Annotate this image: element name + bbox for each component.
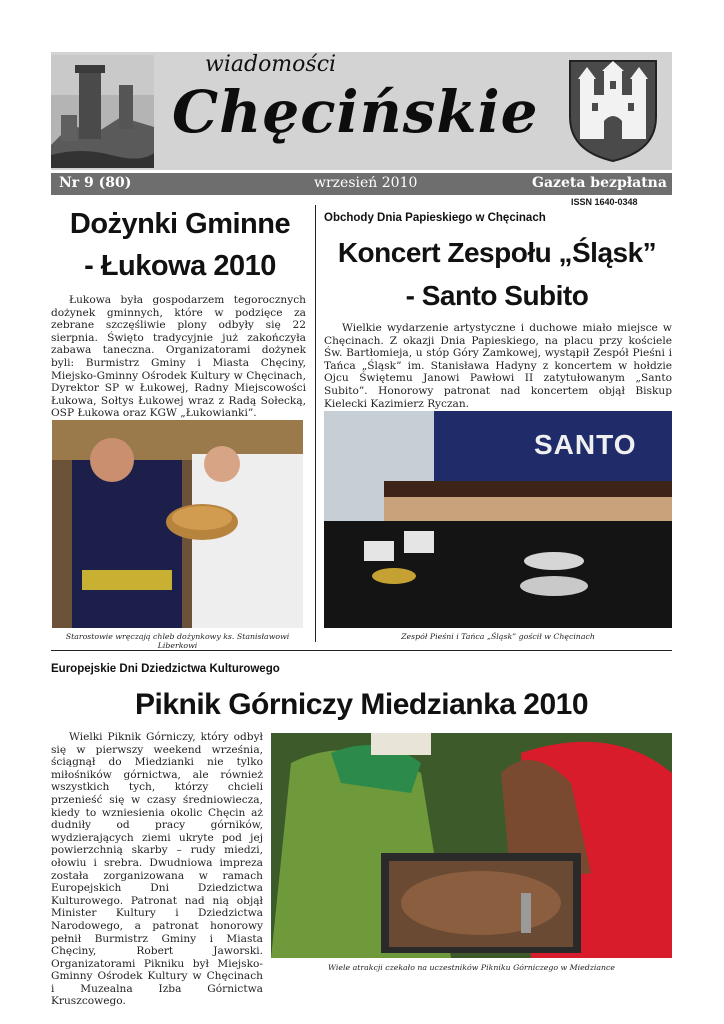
issn: ISSN 1640-0348 — [571, 197, 638, 207]
column-divider — [315, 205, 316, 642]
coat-of-arms-icon — [566, 57, 660, 165]
article1-title-line1: Dożynki Gminne — [69, 208, 291, 240]
mining-picnic-photo — [271, 733, 672, 958]
issue-date: wrzesień 2010 — [314, 175, 418, 191]
article1-body: Łukowa była gospodarzem tegorocznych dożynek gminnych, które w podzięce za zebrane szczęśliwie plony odbyły się 22 sierpnia. Święto tradycyjnie już zakończyła zabawa taneczna. Organizatorami dożynek byli: Burmistrz Gminy i Miasta Chęciny, Miejsko-Gminny Ośrodek Kultury w Chęcinach, Dyrektor SP w Łukowej, Radny Miejscowości Łukowa, Sołtys Łukowej wraz z Radą Sołecką, OSP Łukowa oraz KGW „Łukowianki”. — [51, 294, 306, 420]
article1-title-line2: - Łukowa 2010 — [84, 250, 276, 282]
article2-title-line2: - Santo Subito — [405, 280, 589, 311]
article2-caption: Zespół Pieśni i Tańca „Śląsk” gościł w Chęcinach — [401, 632, 595, 641]
article3-title: Piknik Górniczy Miedzianka 2010 — [134, 688, 589, 721]
article3-caption: Wiele atrakcji czekało na uczestników Pikniku Górniczego w Miedziance — [328, 963, 615, 972]
article2-body: Wielkie wydarzenie artystyczne i duchowe miało miejsce w Chęcinach. Z okazji Dnia Papieskiego, na placu przy kościele Św. Bartłomieja, u stóp Góry Zamkowej, wystąpił Zespół Pieśni i Tańca „Śląsk” im. Stanisława Hadyny z koncertem w hołdzie Ojcu Świętemu Janowi Pawłowi II zatytułowanym „Santo Subito”. Honorowy patronat nad koncertem objął Biskup Kielecki Kazimierz Ryczan. — [324, 322, 672, 410]
castle-ruins-photo — [51, 55, 154, 168]
masthead-title: Chęcińskie — [172, 78, 539, 146]
article3-kicker: Europejskie Dni Dziedzictwa Kulturowego — [51, 663, 280, 675]
santo-stage-sign: SANTO — [534, 429, 637, 460]
article3-body: Wielki Piknik Górniczy, który odbył się w pierwszy weekend września, ściągnął do Miedzianki nie tylko miłośników górnictwa, ale również wszystkich tych, którzy chcieli przenieść się w czasy średniowiecza, kiedy to wzniesienia okolic Chęcin aż dudniły od pracy górników, wydzierających ziemi ukryte pod jej powierzchnią skarby – rudy miedzi, ołowiu i srebra. Dwudniowa impreza została zorganizowana w ramach Europejskich Dni Dziedzictwa Kulturowego. Patronat nad nią objął Minister Kultury i Dziedzictwa Narodowego, a patronat honorowy pełnił Burmistrz Gminy i Miasta Chęciny, Robert Jaworski. Organizatorami Pikniku był Miejsko-Gminny Ośrodek Kultury w Chęcinach i Muzealna Izba Górnictwa Kruszcowego. — [51, 731, 263, 1008]
issue-number: Nr 9 (80) — [59, 175, 132, 191]
issue-info-bar — [51, 173, 672, 195]
article1-caption: Starostowie wręczają chleb dożynkowy ks. Stanisławowi Liberkowi — [65, 632, 290, 650]
harvest-festival-photo — [52, 420, 303, 628]
masthead-kicker: wiadomości — [205, 52, 337, 77]
article2-kicker: Obchody Dnia Papieskiego w Chęcinach — [324, 212, 546, 224]
concert-photo — [324, 411, 672, 628]
free-paper-label: Gazeta bezpłatna — [532, 175, 667, 191]
article2-title-line1: Koncert Zespołu „Śląsk” — [337, 237, 657, 268]
section-divider — [51, 650, 672, 651]
